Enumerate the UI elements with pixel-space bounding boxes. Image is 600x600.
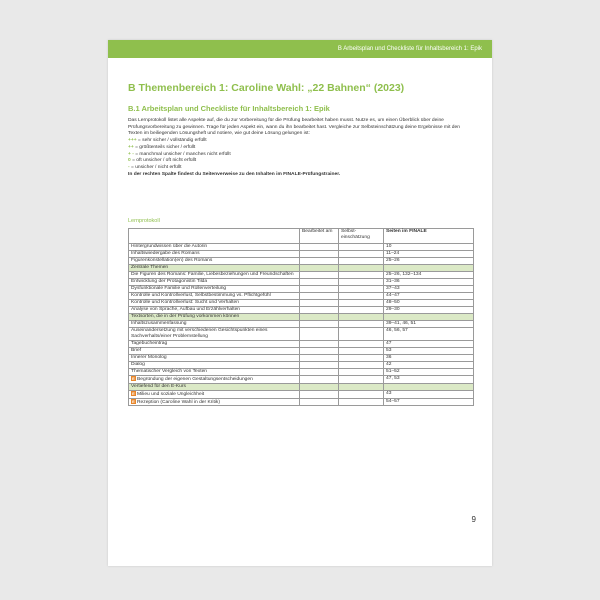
- self-assessment-cell[interactable]: [339, 355, 384, 362]
- section-cell: [129, 265, 300, 272]
- header-topic: [129, 229, 300, 244]
- done-on-cell[interactable]: [300, 355, 339, 362]
- intro-text: Das Lernprotokoll listet alle Aspekte auf, die du zur Vorbereitung für die Prüfung bearbeitet haben musst. Nutze es, um einen Überblick über deine Prüfungsvorbereitung zu gewinnen. Trage für jeden Aspekt ein, wann du ihn bearbeitet hast. Vergleiche zur Selbsteinschätzung deine Ergebnisse mit den Texten im beiliegenden Lösungsheft und notiere, wie gut deine Lösung gelungen ist:: [128, 118, 460, 137]
- topic-label: Analyse von Sprache, Aufbau und Erzählverhalten: [131, 307, 241, 312]
- topic-label: Kontrolle und Kontrollverlust: Sucht und Verhalten: [131, 300, 239, 305]
- empty-cell: [384, 314, 474, 321]
- pages-cell: 48–50: [384, 300, 474, 307]
- table-section-row: [129, 314, 474, 321]
- self-assessment-cell[interactable]: [339, 376, 384, 384]
- table-row: [129, 251, 474, 258]
- table-row: [129, 307, 474, 314]
- done-on-cell[interactable]: [300, 293, 339, 300]
- topic-cell: [129, 279, 300, 286]
- empty-cell: [339, 314, 384, 321]
- pages-cell: 10: [384, 244, 474, 251]
- self-assessment-cell[interactable]: [339, 272, 384, 279]
- pages-cell: 51–52: [384, 369, 474, 376]
- header-pages: Seiten im FINALE: [384, 229, 474, 244]
- section-label: Zentrale Themen: [131, 265, 169, 270]
- table-row: [129, 398, 474, 406]
- self-assessment-cell[interactable]: [339, 390, 384, 398]
- self-assessment-cell[interactable]: [339, 258, 384, 265]
- topic-cell: [129, 293, 300, 300]
- self-assessment-cell[interactable]: [339, 348, 384, 355]
- self-assessment-cell[interactable]: [339, 398, 384, 406]
- done-on-cell[interactable]: [300, 341, 339, 348]
- table-section-label: Lernprotokoll: [128, 218, 160, 224]
- legend-item: [128, 158, 472, 165]
- self-assessment-cell[interactable]: [339, 341, 384, 348]
- topic-cell: [129, 286, 300, 293]
- table-row: [129, 293, 474, 300]
- header-done-on: Bearbeitet am: [300, 229, 339, 244]
- self-assessment-cell[interactable]: [339, 251, 384, 258]
- table-section-row: [129, 383, 474, 390]
- topic-cell: [129, 258, 300, 265]
- topic-label: Figurenkonstellation(en) des Romans: [131, 258, 213, 263]
- self-assessment-cell[interactable]: [339, 300, 384, 307]
- topic-label: Kontrolle und Kontrollverlust, Selbstbestimmung vs. Pflichtgefühl: [131, 293, 271, 298]
- self-assessment-cell[interactable]: [339, 244, 384, 251]
- done-on-cell[interactable]: [300, 398, 339, 406]
- topic-label: Innerer Monolog: [131, 355, 167, 360]
- topic-label: Tagebucheintrag: [131, 341, 168, 346]
- empty-cell: [300, 314, 339, 321]
- empty-cell: [300, 265, 339, 272]
- table-body: [129, 244, 474, 406]
- table-row: [129, 279, 474, 286]
- topic-label: Entwicklung der Protagonistin Tilda: [131, 279, 208, 284]
- done-on-cell[interactable]: [300, 362, 339, 369]
- self-assessment-cell[interactable]: [339, 293, 384, 300]
- done-on-cell[interactable]: [300, 258, 339, 265]
- empty-cell: [384, 383, 474, 390]
- pages-cell: 44–47: [384, 293, 474, 300]
- pages-cell: 25–26, 132–134: [384, 272, 474, 279]
- intro-block: [128, 118, 472, 178]
- topic-label: Dialog: [131, 362, 145, 367]
- section-subtitle: B.1 Arbeitsplan und Checkliste für Inhaltsbereich 1: Epik: [128, 104, 330, 113]
- topic-label: Thematischer Vergleich von Texten: [131, 369, 208, 374]
- topic-cell: [129, 244, 300, 251]
- e-course-badge: E: [132, 376, 135, 381]
- table-row: [129, 362, 474, 369]
- table-row: [129, 390, 474, 398]
- reference-note: In der rechten Spalte findest du Seitenverweise zu den Inhalten im FINALE-Prüfungstrainer.: [128, 171, 341, 177]
- pages-cell: 47: [384, 341, 474, 348]
- done-on-cell[interactable]: [300, 300, 339, 307]
- done-on-cell[interactable]: [300, 286, 339, 293]
- legend-text: = sehr sicher / vollständig erfüllt: [136, 138, 207, 144]
- done-on-cell[interactable]: [300, 369, 339, 376]
- empty-cell: [300, 383, 339, 390]
- topic-cell: [129, 376, 300, 384]
- table-header-row: [129, 229, 474, 244]
- topic-cell: [129, 307, 300, 314]
- section-label: Vertiefend für den E-Kurs: [131, 383, 186, 389]
- done-on-cell[interactable]: [300, 279, 339, 286]
- section-label: Textsorten, die in der Prüfung vorkommen können: [131, 314, 240, 319]
- topic-label: Hintergrundwissen über die Autorin: [131, 244, 208, 249]
- topic-label: Brief: [131, 348, 142, 353]
- pages-cell: 11–24: [384, 251, 474, 258]
- done-on-cell[interactable]: [300, 244, 339, 251]
- table-row: [129, 258, 474, 265]
- self-assessment-cell[interactable]: [339, 307, 384, 314]
- header-self-assessment: Selbst-einschätzung: [339, 229, 384, 244]
- empty-cell: [339, 383, 384, 390]
- table-row: [129, 328, 474, 341]
- topic-label: Inhaltszusammenfassung: [131, 321, 187, 326]
- legend-item: [128, 145, 472, 152]
- topic-label: Auseinandersetzung mit verschiedenen Gesichtspunkten eines Sachverhalts/einer Problemstellung: [131, 328, 268, 339]
- topic-label: Rezeption (Caroline Wahl in der Kritik): [137, 399, 220, 405]
- table-row: [129, 244, 474, 251]
- topic-cell: [129, 390, 300, 398]
- pages-cell: 54–57: [384, 398, 474, 406]
- topic-label: Die Figuren des Romans: Familie, Liebesbeziehungen und Freundschaften: [131, 272, 294, 277]
- rating-legend: [128, 138, 472, 172]
- legend-symbol: -: [128, 164, 130, 170]
- legend-text: = oft unsicher / oft nicht erfüllt: [130, 158, 197, 164]
- topic-cell: [129, 369, 300, 376]
- table-section-row: [129, 265, 474, 272]
- table-row: [129, 376, 474, 384]
- pages-cell: 43: [384, 390, 474, 398]
- done-on-cell[interactable]: [300, 348, 339, 355]
- header-band: B Arbeitsplan und Checkliste für Inhaltsbereich 1: Epik: [108, 40, 492, 58]
- document-page: [108, 40, 492, 566]
- legend-item: [128, 138, 472, 145]
- section-cell: [129, 314, 300, 321]
- table-row: [129, 355, 474, 362]
- done-on-cell[interactable]: [300, 307, 339, 314]
- pages-cell: 53: [384, 348, 474, 355]
- section-cell: [129, 383, 300, 390]
- done-on-cell[interactable]: [300, 251, 339, 258]
- self-assessment-cell[interactable]: [339, 369, 384, 376]
- done-on-cell[interactable]: [300, 390, 339, 398]
- learning-protocol-table: [128, 228, 474, 406]
- legend-symbol: +++: [128, 138, 137, 144]
- table-row: [129, 321, 474, 328]
- legend-symbol: 0: [128, 158, 131, 164]
- pages-cell: 31–36: [384, 279, 474, 286]
- pages-cell: 47, 53: [384, 376, 474, 384]
- pages-cell: 39–41, 46, 51: [384, 321, 474, 328]
- done-on-cell[interactable]: [300, 376, 339, 384]
- table-row: [129, 341, 474, 348]
- empty-cell: [384, 265, 474, 272]
- topic-cell: [129, 272, 300, 279]
- topic-cell: [129, 355, 300, 362]
- pages-cell: 29–30: [384, 307, 474, 314]
- table-row: [129, 286, 474, 293]
- legend-item: [128, 165, 472, 172]
- self-assessment-cell[interactable]: [339, 279, 384, 286]
- topic-cell: [129, 321, 300, 328]
- pages-cell: 25–26: [384, 258, 474, 265]
- topic-cell: [129, 398, 300, 406]
- empty-cell: [339, 265, 384, 272]
- topic-cell: [129, 328, 300, 341]
- page-title: B Themenbereich 1: Caroline Wahl: „22 Bahnen“ (2023): [128, 82, 405, 94]
- done-on-cell[interactable]: [300, 272, 339, 279]
- table-row: [129, 272, 474, 279]
- topic-cell: [129, 341, 300, 348]
- done-on-cell[interactable]: [300, 328, 339, 341]
- topic-cell: [129, 251, 300, 258]
- legend-symbol: ++: [128, 144, 134, 150]
- topic-cell: [129, 362, 300, 369]
- table-row: [129, 369, 474, 376]
- legend-text: = manchmal unsicher / manches nicht erfüllt: [133, 151, 231, 157]
- e-course-badge: E: [132, 390, 135, 396]
- table-row: [129, 348, 474, 355]
- self-assessment-cell[interactable]: [339, 328, 384, 341]
- pages-cell: 42: [384, 362, 474, 369]
- table-row: [129, 300, 474, 307]
- self-assessment-cell[interactable]: [339, 321, 384, 328]
- topic-label: Milieu und soziale Ungleichheit: [137, 391, 205, 397]
- e-course-badge: E: [132, 398, 135, 404]
- topic-cell: [129, 300, 300, 307]
- pages-cell: 37–43: [384, 286, 474, 293]
- pages-cell: 36: [384, 355, 474, 362]
- done-on-cell[interactable]: [300, 321, 339, 328]
- legend-symbol: + -: [128, 151, 134, 157]
- topic-label: Begründung der eigenen Gestaltungsentscheidungen: [137, 376, 253, 382]
- topic-cell: [129, 348, 300, 355]
- self-assessment-cell[interactable]: [339, 362, 384, 369]
- pages-cell: 46, 56, 57: [384, 328, 474, 341]
- legend-text: = unsicher / nicht erfüllt: [129, 164, 182, 170]
- topic-label: Dysfunktionale Familie und Rollenverteilung: [131, 286, 227, 291]
- page-number: 9: [471, 515, 476, 524]
- legend-text: = größtenteils sicher / erfüllt: [133, 144, 196, 150]
- self-assessment-cell[interactable]: [339, 286, 384, 293]
- topic-label: Inhaltswiedergabe des Romans: [131, 251, 200, 256]
